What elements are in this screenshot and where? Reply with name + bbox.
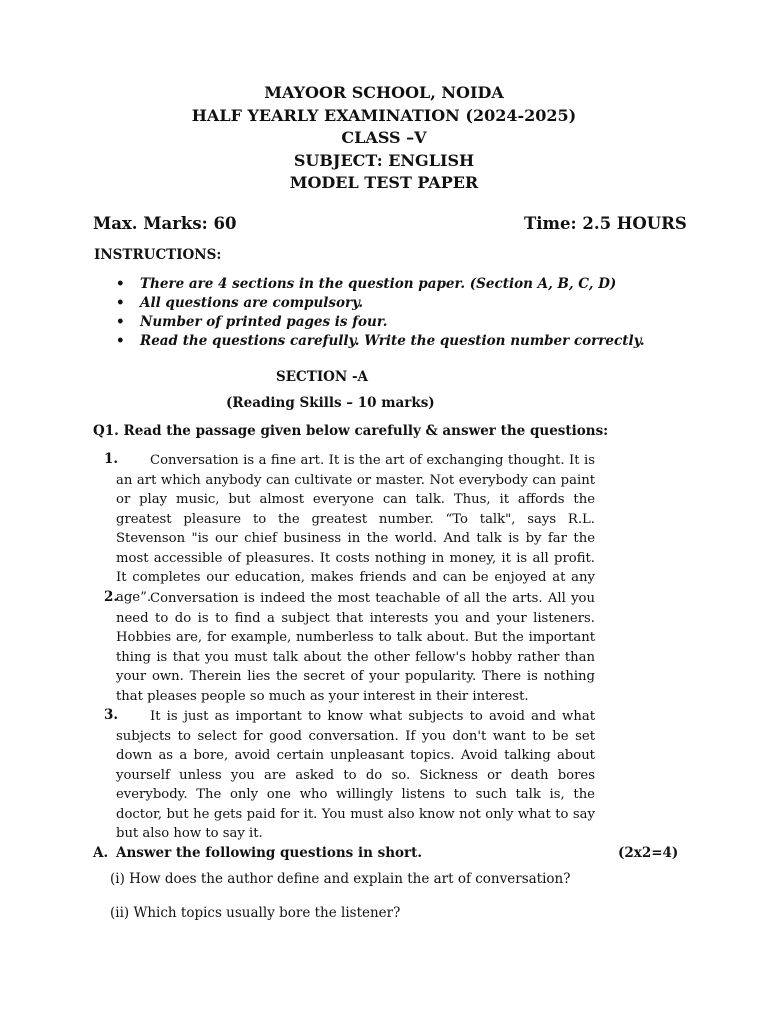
instructions-heading: INSTRUCTIONS: xyxy=(94,247,222,263)
part-a-marks: (2x2=4) xyxy=(618,845,679,861)
question-1-prompt: Q1. Read the passage given below carefully & answer the questions: xyxy=(93,423,609,439)
instruction-item: • Read the questions carefully. Write the question number correctly. xyxy=(116,333,645,349)
paper-header xyxy=(0,82,768,195)
passage-paragraph: Conversation is a fine art. It is the art of exchanging thought. It is an art which anybody can cultivate or master. Not everybody can paint or play music, but almost everyone can talk. Thus, it affords the greatest pleasure to the greatest number. “To talk", says R.L. Stevenson "is our chief business in the world. And talk is by far the most accessible of pleasures. It costs nothing in money, it is all profit. It completes our education, makes friends and can be enjoyed at any age”. xyxy=(116,453,595,605)
exam-time: Time: 2.5 HOURS xyxy=(524,214,687,233)
bullet-icon: • xyxy=(116,295,125,311)
paper-type: MODEL TEST PAPER xyxy=(289,173,479,192)
section-subtitle: (Reading Skills – 10 marks) xyxy=(226,395,435,411)
exam-name: HALF YEARLY EXAMINATION (2024-2025) xyxy=(191,105,577,125)
instruction-item: • All questions are compulsory. xyxy=(116,295,364,311)
short-question: (i) How does the author define and explain the art of conversation? xyxy=(110,871,571,887)
school-name: MAYOOR SCHOOL, NOIDA xyxy=(264,83,504,102)
subject-name: SUBJECT: ENGLISH xyxy=(293,150,475,170)
passage-paragraph: Conversation is indeed the most teachable of all the arts. All you need to do is to find a subject that interests you and your listeners. Hobbies are, for example, numberless to talk about. But the important thing is that you must talk about the other fellow's hobby rather than your own. Therein lies the secret of your popularity. There is nothing that pleases people so much as your interest in their interest. xyxy=(116,591,595,704)
part-a-instruction: Answer the following questions in short. xyxy=(116,845,423,861)
bullet-icon: • xyxy=(116,314,125,330)
paragraph-number: 3. xyxy=(104,707,119,723)
section-title: SECTION -A xyxy=(276,369,369,385)
class-name: CLASS –V xyxy=(341,128,427,147)
passage-paragraph: It is just as important to know what subjects to avoid and what subjects to select for good conversation. If you don't want to be set down as a bore, avoid certain unpleasant topics. Avoid talking about yourself unless you are asked to do so. Sickness or death bores everybody. The only one who willingly listens to such talk is, the doctor, but he gets paid for it. You must also know not only what to say but also how to say it. xyxy=(116,709,595,841)
paragraph-number: 2. xyxy=(104,589,119,605)
max-marks: Max. Marks: 60 xyxy=(93,214,237,233)
instruction-item: • There are 4 sections in the question paper. (Section A, B, C, D) xyxy=(116,276,617,292)
instructions-list xyxy=(116,275,645,351)
short-question: (ii) Which topics usually bore the listener? xyxy=(110,905,401,921)
bullet-icon: • xyxy=(116,276,125,292)
part-a-letter: A. xyxy=(93,845,109,861)
paragraph-number: 1. xyxy=(104,451,119,467)
bullet-icon: • xyxy=(116,333,125,349)
instruction-item: • Number of printed pages is four. xyxy=(116,314,388,330)
